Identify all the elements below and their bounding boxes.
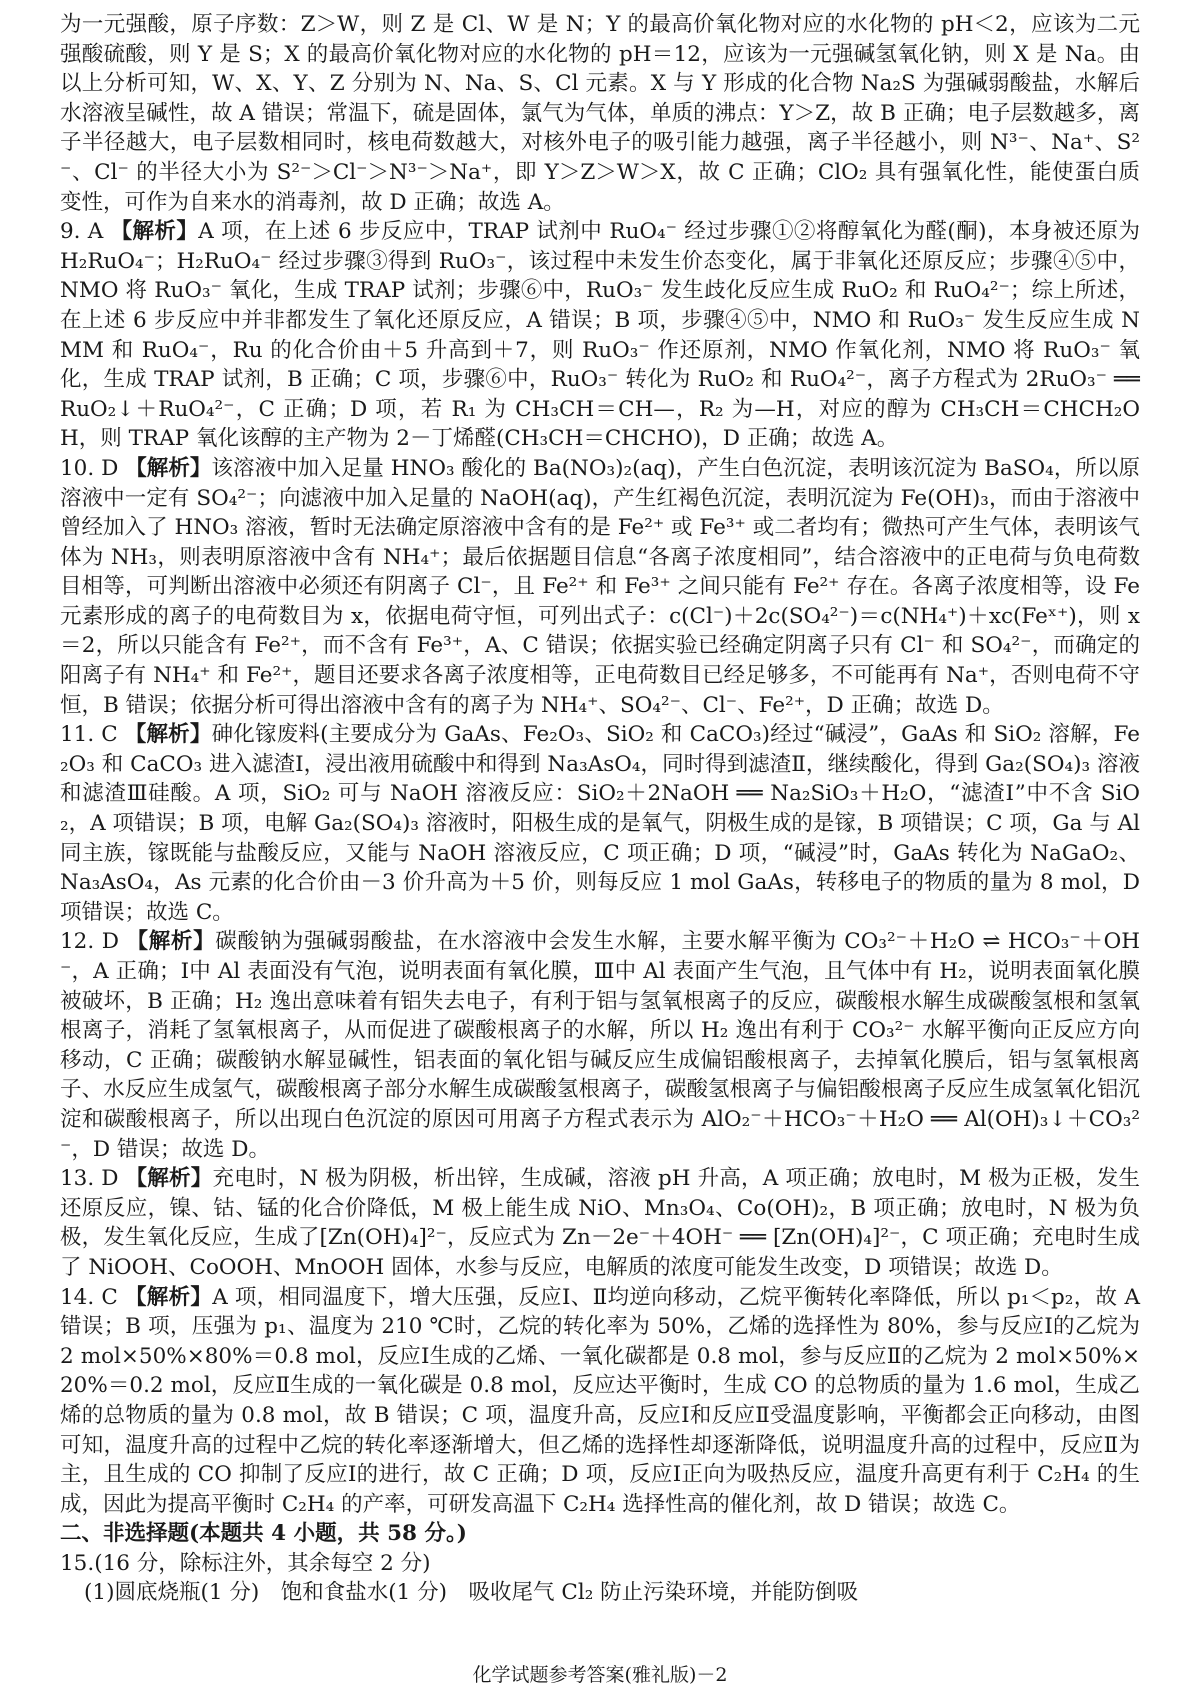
- answer-number: 9. A: [60, 219, 104, 245]
- analysis-tag: 【解析】: [110, 219, 199, 245]
- answer-page: [60, 10, 1140, 1608]
- answer-number: 10. D: [60, 455, 119, 481]
- paragraph-text: A 项，在上述 6 步反应中，TRAP 试剂中 RuO₄⁻ 经过步骤①②将醇氧化为醛(酮)，本身被还原为 H₂RuO₄⁻；H₂RuO₄⁻ 经过步骤③得到 RuO₃⁻，该过程中未发生价态变化，属于非氧化还原反应；步骤④⑤中，NMO 将 RuO₃⁻ 氧化，生成 TRAP 试剂；步骤⑥中，RuO₃⁻ 发生歧化反应生成 RuO₂ 和 RuO₄²⁻；综上所述，在上述 6 步反应中并非都发生了氧化还原反应，A 错误；B 项，步骤④⑤中，NMO 和 RuO₃⁻ 发生反应生成 NMM 和 RuO₄⁻，Ru 的化合价由＋5 升高到＋7，则 RuO₃⁻ 作还原剂，NMO 作氧化剂，NMO 将 RuO₃⁻ 氧化，生成 TRAP 试剂，B 正确；C 项，步骤⑥中，RuO₃⁻ 转化为 RuO₂ 和 RuO₄²⁻，离子方程式为 2RuO₃⁻ ══ RuO₂↓＋RuO₄²⁻，C 正确；D 项，若 R₁ 为 CH₃CH＝CH—，R₂ 为—H，对应的醇为 CH₃CH＝CHCH₂OH，则 TRAP 氧化该醇的主产物为 2－丁烯醛(CH₃CH＝CHCHO)，D 正确；故选 A。: [60, 219, 1141, 452]
- analysis-tag: 【解析】: [124, 1284, 213, 1310]
- question-15-header: 15.(16 分，除标注外，其余每空 2 分): [60, 1550, 431, 1576]
- answer-11: [60, 720, 1140, 927]
- question-15-answer-1: (1)圆底烧瓶(1 分) 饱和食盐水(1 分) 吸收尾气 Cl₂ 防止污染环境，并能防倒吸: [84, 1580, 859, 1606]
- answer-14: [60, 1283, 1140, 1520]
- analysis-tag: 【解析】: [124, 722, 212, 748]
- answer-10: [60, 454, 1140, 720]
- answer-number: 12. D: [60, 929, 119, 955]
- answer-number: 11. C: [60, 722, 118, 748]
- section-title: 二、非选择题(本题共 4 小题，共 58 分。): [60, 1521, 467, 1547]
- answer-number: 14. C: [60, 1284, 118, 1310]
- paragraph-text: A 项，相同温度下，增大压强，反应Ⅰ、Ⅱ均逆向移动，乙烷平衡转化率降低，所以 p₁＜p₂，故 A 错误；B 项，压强为 p₁、温度为 210 ℃时，乙烷的转化率为 50%，乙烯的选择性为 80%，参与反应Ⅰ的乙烷为 2 mol×50%×80%＝0.8 mol，反应Ⅰ生成的乙烯、一氧化碳都是 0.8 mol，参与反应Ⅱ的乙烷为 2 mol×50%×20%＝0.2 mol，反应Ⅱ生成的一氧化碳是 0.8 mol，反应达平衡时，生成 CO 的总物质的量为 1.6 mol，生成乙烯的总物质的量为 0.8 mol，故 B 错误；C 项，温度升高，反应Ⅰ和反应Ⅱ受温度影响，平衡都会正向移动，由图可知，温度升高的过程中乙烷的转化率逐渐增大，但乙烯的选择性却逐渐降低，说明温度升高的过程中，反应Ⅱ为主，且生成的 CO 抑制了反应Ⅰ的进行，故 C 正确；D 项，反应Ⅰ正向为吸热反应，温度升高更有利于 C₂H₄ 的生成，因此为提高平衡时 C₂H₄ 的产率，可研发高温下 C₂H₄ 选择性高的催化剂，故 D 错误；故选 C。: [60, 1284, 1140, 1517]
- paragraph-text: 砷化镓废料(主要成分为 GaAs、Fe₂O₃、SiO₂ 和 CaCO₃)经过“碱浸”，GaAs 和 SiO₂ 溶解，Fe₂O₃ 和 CaCO₃ 进入滤渣Ⅰ，浸出液用硫酸中和得到 Na₃AsO₄，同时得到滤渣Ⅱ，继续酸化，得到 Ga₂(SO₄)₃ 溶液和滤渣Ⅲ硅酸。A 项，SiO₂ 可与 NaOH 溶液反应：SiO₂＋2NaOH ══ Na₂SiO₃＋H₂O，“滤渣Ⅰ”中不含 SiO₂，A 项错误；B 项，电解 Ga₂(SO₄)₃ 溶液时，阳极生成的是氧气，阴极生成的是镓，B 项错误；C 项，Ga 与 Al 同主族，镓既能与盐酸反应，又能与 NaOH 溶液反应，C 项正确；D 项，“碱浸”时，GaAs 转化为 NaGaO₂、Na₃AsO₄，As 元素的化合价由－3 价升高为＋5 价，则每反应 1 mol GaAs，转移电子的物质的量为 8 mol，D 项错误；故选 C。: [60, 722, 1140, 925]
- analysis-tag: 【解析】: [126, 929, 216, 955]
- paragraph-8-continued: [60, 10, 1140, 217]
- analysis-tag: 【解析】: [125, 1166, 213, 1192]
- analysis-tag: 【解析】: [125, 455, 212, 481]
- answer-9: [60, 217, 1140, 454]
- answer-number: 13. D: [60, 1166, 119, 1192]
- paragraph-text: 充电时，N 极为阴极，析出锌，生成碱，溶液 pH 升高，A 项正确；放电时，M 极为正极，发生还原反应，镍、钴、锰的化合价降低，M 极上能生成 NiO、Mn₃O₄、Co(OH)₂，B 项正确；放电时，N 极为负极，发生氧化反应，生成了[Zn(OH)₄]²⁻，反应式为 Zn－2e⁻＋4OH⁻ ══ [Zn(OH)₄]²⁻，C 项正确；充电时生成了 NiOOH、CoOOH、MnOOH 固体，水参与反应，电解质的浓度可能发生改变，D 项错误；故选 D。: [60, 1166, 1140, 1280]
- paragraph-text: 为一元强酸，原子序数：Z＞W，则 Z 是 Cl、W 是 N；Y 的最高价氧化物对应的水化物的 pH＜2，应该为二元强酸硫酸，则 Y 是 S；X 的最高价氧化物对应的水化物的 pH＝12，应该为一元强碱氢氧化钠，则 X 是 Na。由以上分析可知，W、X、Y、Z 分别为 N、Na、S、Cl 元素。X 与 Y 形成的化合物 Na₂S 为强碱弱酸盐，水解后水溶液呈碱性，故 A 错误；常温下，硫是固体，氯气为气体，单质的沸点：Y＞Z，故 B 正确；电子层数越多，离子半径越大，电子层数相同时，核电荷数越大，对核外电子的吸引能力越强，离子半径越小，则 N³⁻、Na⁺、S²⁻、Cl⁻ 的半径大小为 S²⁻＞Cl⁻＞N³⁻＞Na⁺，即 Y＞Z＞W＞X，故 C 正确；ClO₂ 具有强氧化性，能使蛋白质变性，可作为自来水的消毒剂，故 D 正确；故选 A。: [60, 12, 1140, 215]
- page-footer: 化学试题参考答案(雅礼版)－2: [472, 1664, 728, 1686]
- paragraph-text: 该溶液中加入足量 HNO₃ 酸化的 Ba(NO₃)₂(aq)，产生白色沉淀，表明该沉淀为 BaSO₄，所以原溶液中一定有 SO₄²⁻；向滤液中加入足量的 NaOH(aq)，产生红褐色沉淀，表明沉淀为 Fe(OH)₃，而由于溶液中曾经加入了 HNO₃ 溶液，暂时无法确定原溶液中含有的是 Fe²⁺ 或 Fe³⁺ 或二者均有；微热可产生气体，表明该气体为 NH₃，则表明原溶液中含有 NH₄⁺；最后依据题目信息“各离子浓度相同”，结合溶液中的正电荷与负电荷数目相等，可判断出溶液中必须还有阴离子 Cl⁻，且 Fe²⁺ 和 Fe³⁺ 之间只能有 Fe²⁺ 存在。各离子浓度相等，设 Fe 元素形成的离子的电荷数目为 x，依据电荷守恒，可列出式子：c(Cl⁻)＋2c(SO₄²⁻)＝c(NH₄⁺)＋xc(Feˣ⁺)，则 x＝2，所以只能含有 Fe²⁺，而不含有 Fe³⁺，A、C 错误；依据实验已经确定阴离子只有 Cl⁻ 和 SO₄²⁻，而确定的阳离子有 NH₄⁺ 和 Fe²⁺，题目还要求各离子浓度相等，正电荷数目已经足够多，不可能再有 Na⁺，否则电荷不守恒，B 错误；依据分析可得出溶液中含有的离子为 NH₄⁺、SO₄²⁻、Cl⁻、Fe²⁺，D 正确；故选 D。: [60, 455, 1140, 718]
- answer-12: [60, 927, 1140, 1164]
- answer-13: [60, 1164, 1140, 1282]
- paragraph-text: 碳酸钠为强碱弱酸盐，在水溶液中会发生水解，主要水解平衡为 CO₃²⁻＋H₂O ⇌ HCO₃⁻＋OH⁻，A 正确；Ⅰ中 Al 表面没有气泡，说明表面有氧化膜，Ⅲ中 Al 表面产生气泡，且气体中有 H₂，说明表面氧化膜被破坏，B 正确；H₂ 逸出意味着有铝失去电子，有利于铝与氢氧根离子的反应，碳酸根水解生成碳酸氢根和氢氧根离子，消耗了氢氧根离子，从而促进了碳酸根离子的水解，所以 H₂ 逸出有利于 CO₃²⁻ 水解平衡向正反应方向移动，C 正确；碳酸钠水解显碱性，铝表面的氧化铝与碱反应生成偏铝酸根离子，去掉氧化膜后，铝与氢氧根离子、水反应生成氢气，碳酸根离子部分水解生成碳酸氢根离子，碳酸氢根离子与偏铝酸根离子反应生成氢氧化铝沉淀和碳酸根离子，所以出现白色沉淀的原因可用离子方程式表示为 AlO₂⁻＋HCO₃⁻＋H₂O ══ Al(OH)₃↓＋CO₃²⁻，D 错误；故选 D。: [60, 929, 1140, 1162]
